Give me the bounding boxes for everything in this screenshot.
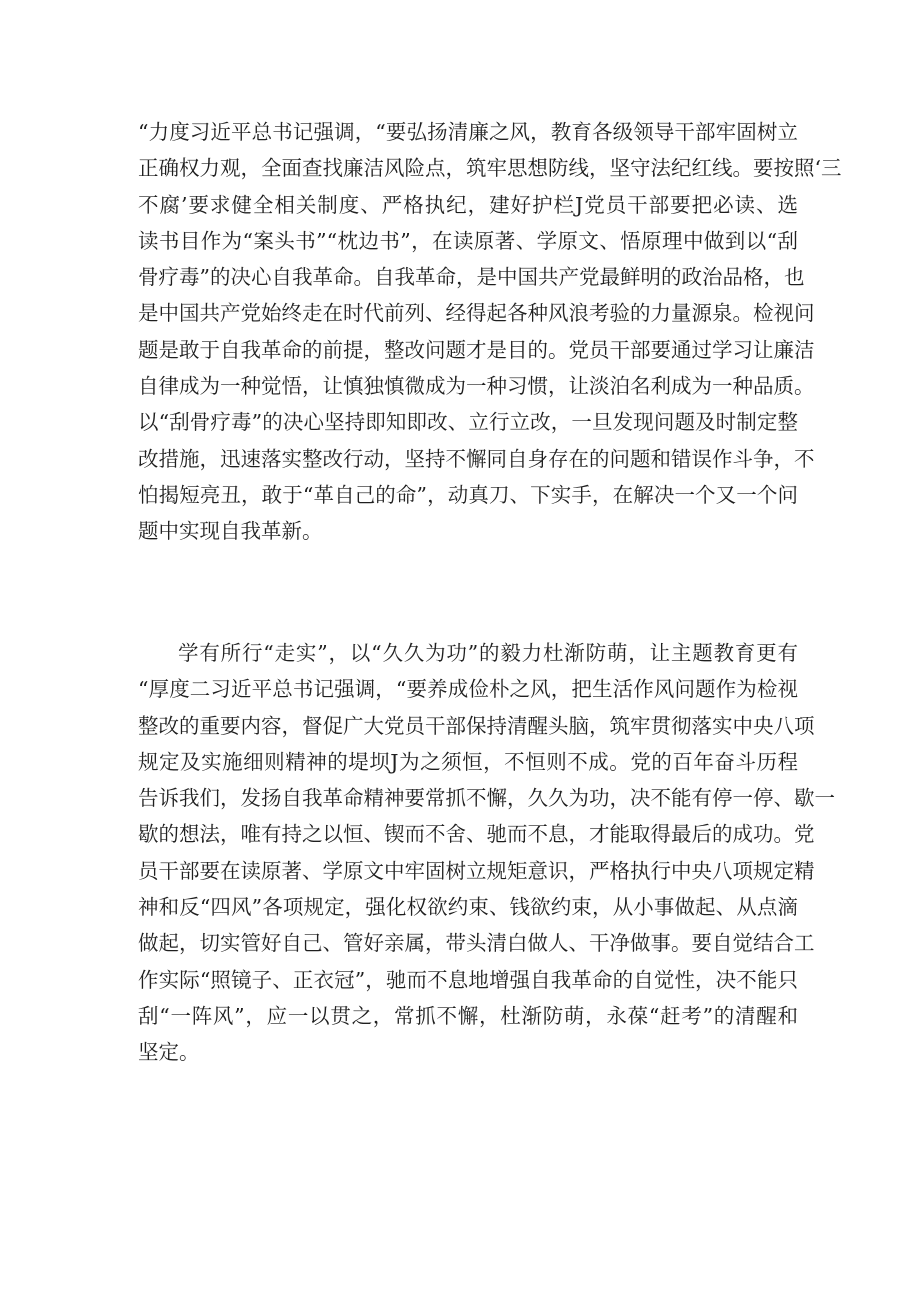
text-line: 歇的想法，唯有持之以恒、锲而不舍、驰而不息，才能取得最后的成功。党 <box>138 822 815 847</box>
text-line: 改措施，迅速落实整改行动，坚持不懈同自身存在的问题和错误作斗争，不 <box>138 446 815 471</box>
text-line: 以“刮骨疗毒”的决心坚持即知即改、立行立改，一旦发现问题及时制定整 <box>138 410 798 435</box>
text-line: 读书目作为“案头书”“枕边书”，在读原著、学原文、悟原理中做到以“刮 <box>138 228 798 253</box>
text-line: 题中实现自我革新。 <box>138 519 323 544</box>
text-line: 坚定。 <box>138 1040 200 1065</box>
text-line: 员干部要在读原著、学原文中牢固树立规矩意识，严格执行中央八项规定精 <box>138 858 815 883</box>
paragraph-2 <box>138 635 835 1071</box>
text-line: 作实际“照镜子、正衣冠”，驰而不息地增强自我革命的自觉性，决不能只 <box>138 967 798 992</box>
text-line: “厚度二习近平总书记强调，“要养成俭朴之风，把生活作风问题作为检视 <box>138 677 798 702</box>
text-line: 神和反“四风”各项规定，强化权欲约束、钱欲约束，从小事做起、从点滴 <box>138 895 798 920</box>
text-line: 骨疗毒”的决心自我革命。自我革命，是中国共产党最鲜明的政治品格，也 <box>138 265 805 290</box>
text-line: 规定及实施细则精神的堤坝J为之须恒，不恒则不成。党的百年奋斗历程 <box>138 749 798 774</box>
paragraph-1 <box>138 114 842 550</box>
text-line: 做起，切实管好自己、管好亲属，带头清白做人、干净做事。要自觉结合工 <box>138 931 815 956</box>
text-line: 刮“一阵风”，应一以贯之，常抓不懈，杜渐防萌，永葆“赶考”的清醒和 <box>138 1003 798 1028</box>
text-line: 怕揭短亮丑，敢于“革自己的命”，动真刀、下实手，在解决一个又一个问 <box>138 482 798 507</box>
text-line: 整改的重要内容，督促广大党员干部保持清醒头脑，筑牢贯彻落实中央八项 <box>138 713 815 738</box>
text-line: “力度习近平总书记强调，“要弘扬清廉之风，教育各级领导干部牢固树立 <box>138 120 798 144</box>
text-line: 是中国共产党始终走在时代前列、经得起各种风浪考验的力量源泉。检视问 <box>138 301 815 326</box>
text-line: 题是敢于自我革命的前提，整改问题才是目的。党员干部要通过学习让廉洁 <box>138 337 815 362</box>
text-line: 学有所行“走实”，以“久久为功”的毅力杜渐防萌，让主题教育更有 <box>178 641 798 665</box>
text-line: 不腐’要求健全相关制度、严格执纪，建好护栏J党员干部要把必读、选 <box>138 192 798 217</box>
text-line: 自律成为一种觉悟，让慎独慎微成为一种习惯，让淡泊名利成为一种品质。 <box>138 374 815 399</box>
text-line: 正确权力观，全面查找廉洁风险点，筑牢思想防线，坚守法纪红线。要按照‘三 <box>138 156 842 181</box>
text-line: 告诉我们，发扬自我革命精神要常抓不懈，久久为功，决不能有停一停、歇一 <box>138 786 835 811</box>
